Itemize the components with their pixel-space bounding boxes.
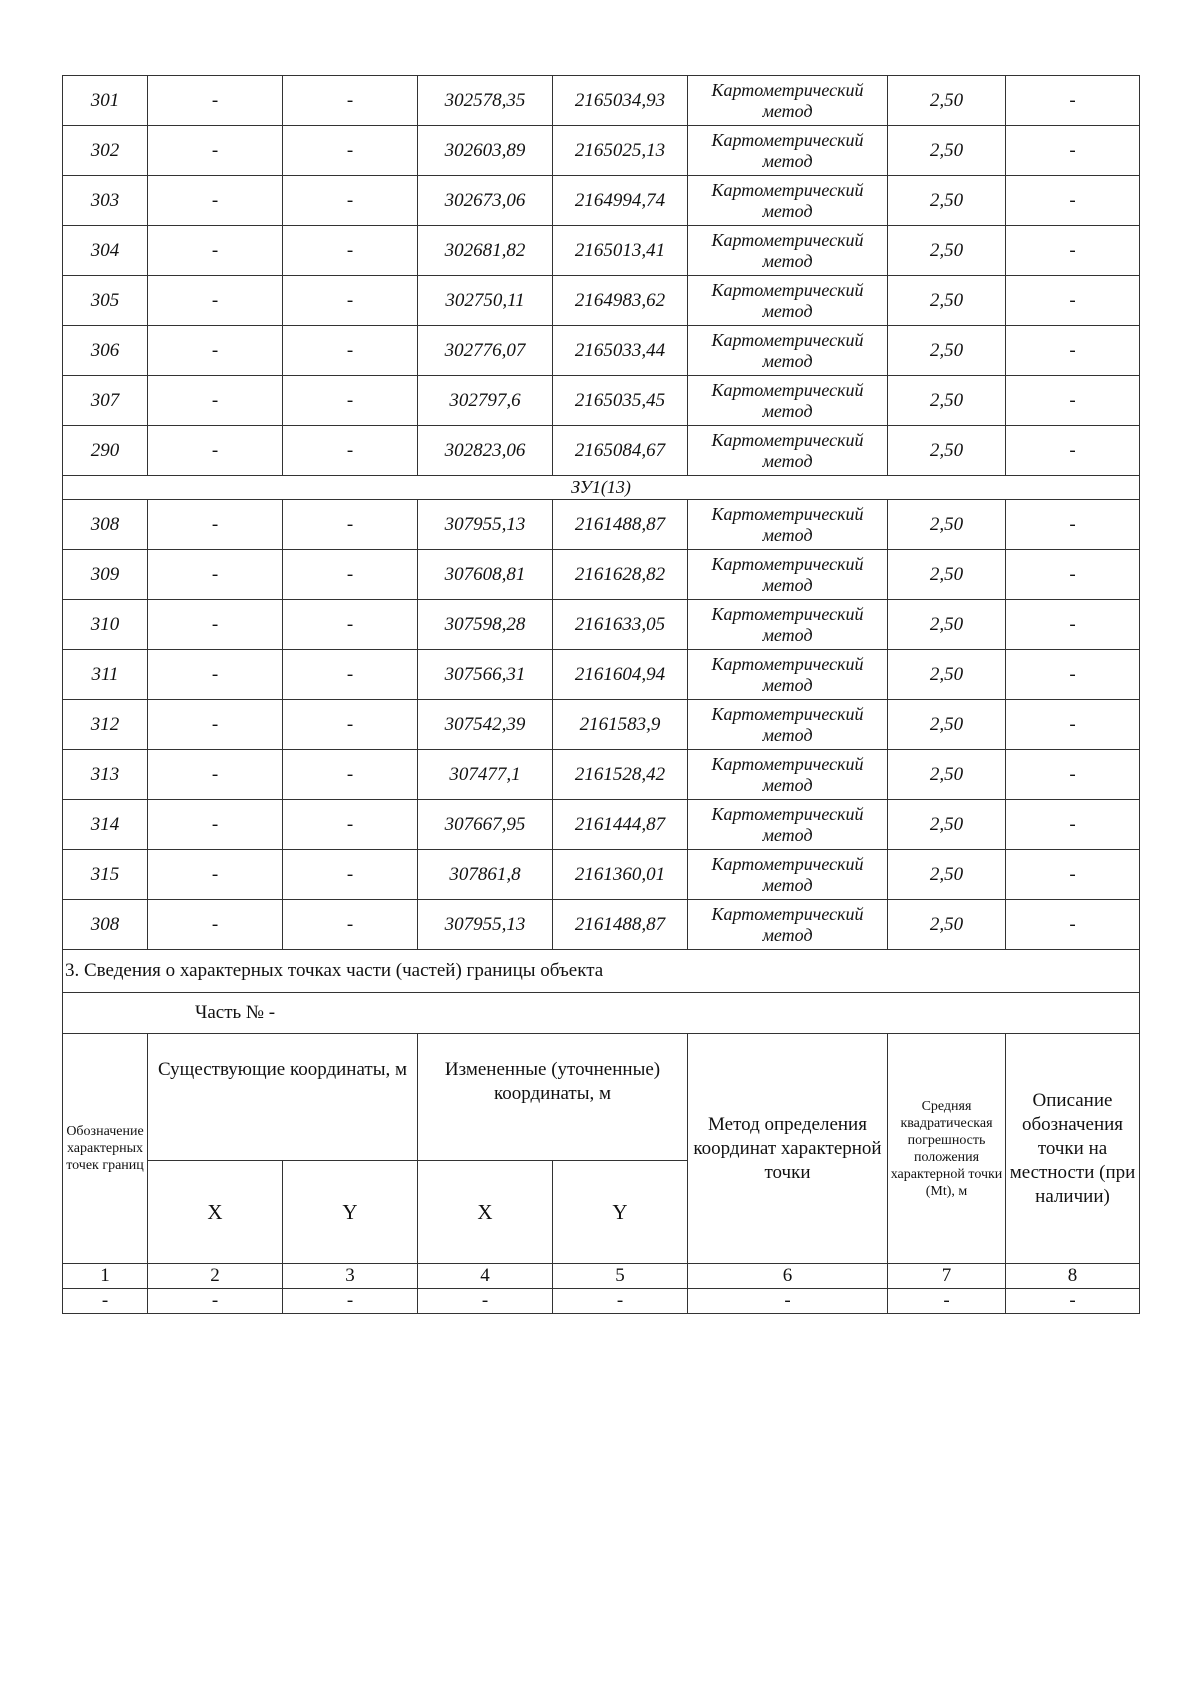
- section-row: [63, 476, 1140, 500]
- empty-data-row: [63, 1289, 1140, 1314]
- cell-existing-y: -: [283, 176, 418, 226]
- cell-existing-x: -: [148, 76, 283, 126]
- cell-error-mt: 2,50: [888, 426, 1006, 476]
- cell-existing-y: -: [283, 650, 418, 700]
- cell-method: Картометрический метод: [688, 126, 888, 176]
- cell-changed-y: 2161360,01: [553, 850, 688, 900]
- cell-changed-x: 307955,13: [418, 500, 553, 550]
- cell-method: Картометрический метод: [688, 600, 888, 650]
- cell-description: -: [1006, 376, 1140, 426]
- cell-existing-y: -: [283, 900, 418, 950]
- cell-method: Картометрический метод: [688, 76, 888, 126]
- cell-changed-x: 302681,82: [418, 226, 553, 276]
- cell-method: Картометрический метод: [688, 276, 888, 326]
- cell-description: -: [1006, 850, 1140, 900]
- table-row: [63, 226, 1140, 276]
- part-label: Часть № -: [195, 1002, 276, 1023]
- header-error: Средняя квадратическая погрешность положения характерной точки (Mt), м: [888, 1034, 1006, 1264]
- header-method: Метод определения координат характерной точки: [688, 1034, 888, 1264]
- cell-point-number: 311: [63, 650, 148, 700]
- cell-changed-y: 2161488,87: [553, 500, 688, 550]
- cell-changed-y: 2165034,93: [553, 76, 688, 126]
- header-designation: Обозначение характерных точек границ: [63, 1034, 148, 1264]
- cell-error-mt: 2,50: [888, 700, 1006, 750]
- cell-error-mt: 2,50: [888, 126, 1006, 176]
- column-number: 3: [283, 1264, 418, 1289]
- cell-error-mt: 2,50: [888, 326, 1006, 376]
- cell-point-number: 309: [63, 550, 148, 600]
- cell-method: Картометрический метод: [688, 650, 888, 700]
- cell-existing-y: -: [283, 600, 418, 650]
- column-number: 4: [418, 1264, 553, 1289]
- table-row: [63, 326, 1140, 376]
- cell-error-mt: 2,50: [888, 800, 1006, 850]
- cell-description: -: [1006, 600, 1140, 650]
- document-page: [62, 75, 1139, 1314]
- cell-existing-x: -: [148, 376, 283, 426]
- cell-point-number: 304: [63, 226, 148, 276]
- column-number: 1: [63, 1264, 148, 1289]
- cell-changed-y: 2161444,87: [553, 800, 688, 850]
- cell-description: -: [1006, 126, 1140, 176]
- cell-method: Картометрический метод: [688, 176, 888, 226]
- cell-existing-y: -: [283, 376, 418, 426]
- cell-point-number: 303: [63, 176, 148, 226]
- cell-point-number: 290: [63, 426, 148, 476]
- cell-point-number: 313: [63, 750, 148, 800]
- cell-changed-x: 307566,31: [418, 650, 553, 700]
- cell-point-number: 306: [63, 326, 148, 376]
- cell-method: Картометрический метод: [688, 376, 888, 426]
- cell-changed-y: 2165035,45: [553, 376, 688, 426]
- column-number: 6: [688, 1264, 888, 1289]
- cell-changed-y: 2161628,82: [553, 550, 688, 600]
- section3: [63, 950, 1140, 1314]
- empty-cell: -: [553, 1289, 688, 1314]
- header-y-changed: Y: [553, 1161, 688, 1264]
- cell-description: -: [1006, 500, 1140, 550]
- cell-method: Картометрический метод: [688, 426, 888, 476]
- cell-description: -: [1006, 176, 1140, 226]
- cell-method: Картометрический метод: [688, 800, 888, 850]
- cell-point-number: 302: [63, 126, 148, 176]
- empty-cell: -: [688, 1289, 888, 1314]
- cell-point-number: 310: [63, 600, 148, 650]
- cell-description: -: [1006, 700, 1140, 750]
- cell-changed-x: 302603,89: [418, 126, 553, 176]
- table-row: [63, 600, 1140, 650]
- cell-description: -: [1006, 650, 1140, 700]
- cell-existing-x: -: [148, 126, 283, 176]
- table-row: [63, 850, 1140, 900]
- cell-description: -: [1006, 226, 1140, 276]
- cell-existing-y: -: [283, 76, 418, 126]
- cell-method: Картометрический метод: [688, 700, 888, 750]
- empty-cell: -: [1006, 1289, 1140, 1314]
- header-description: Описание обозначения точки на местности (при наличии): [1006, 1034, 1140, 1264]
- section-row-group: [63, 476, 1140, 500]
- cell-changed-y: 2161633,05: [553, 600, 688, 650]
- boundary-points-table: [62, 75, 1140, 1314]
- cell-existing-y: -: [283, 700, 418, 750]
- cell-existing-x: -: [148, 426, 283, 476]
- cell-changed-y: 2161604,94: [553, 650, 688, 700]
- header-changed: Измененные (уточненные) координаты, м: [418, 1034, 688, 1161]
- section3-title: 3. Сведения о характерных точках части (частей) границы объекта: [63, 950, 1140, 993]
- cell-method: Картометрический метод: [688, 226, 888, 276]
- cell-point-number: 315: [63, 850, 148, 900]
- table-row: [63, 750, 1140, 800]
- cell-existing-x: -: [148, 326, 283, 376]
- cell-changed-y: 2165033,44: [553, 326, 688, 376]
- cell-existing-x: -: [148, 550, 283, 600]
- cell-changed-x: 307542,39: [418, 700, 553, 750]
- cell-point-number: 307: [63, 376, 148, 426]
- cell-existing-y: -: [283, 800, 418, 850]
- cell-existing-y: -: [283, 750, 418, 800]
- cell-error-mt: 2,50: [888, 600, 1006, 650]
- cell-point-number: 305: [63, 276, 148, 326]
- cell-description: -: [1006, 550, 1140, 600]
- cell-existing-x: -: [148, 900, 283, 950]
- cell-point-number: 312: [63, 700, 148, 750]
- cell-description: -: [1006, 326, 1140, 376]
- cell-changed-y: 2161488,87: [553, 900, 688, 950]
- table-row: [63, 276, 1140, 326]
- cell-error-mt: 2,50: [888, 850, 1006, 900]
- header-row-1: [63, 1034, 1140, 1161]
- cell-existing-y: -: [283, 226, 418, 276]
- cell-description: -: [1006, 76, 1140, 126]
- cell-changed-y: 2161528,42: [553, 750, 688, 800]
- points-group-b: [63, 500, 1140, 950]
- cell-changed-x: 302578,35: [418, 76, 553, 126]
- table-row: [63, 800, 1140, 850]
- cell-changed-x: 307608,81: [418, 550, 553, 600]
- cell-description: -: [1006, 800, 1140, 850]
- cell-existing-x: -: [148, 800, 283, 850]
- cell-existing-x: -: [148, 500, 283, 550]
- cell-point-number: 308: [63, 900, 148, 950]
- table-row: [63, 76, 1140, 126]
- table-row: [63, 900, 1140, 950]
- cell-existing-x: -: [148, 176, 283, 226]
- column-number: 7: [888, 1264, 1006, 1289]
- cell-error-mt: 2,50: [888, 750, 1006, 800]
- cell-description: -: [1006, 426, 1140, 476]
- cell-point-number: 301: [63, 76, 148, 126]
- table-row: [63, 550, 1140, 600]
- empty-cell: -: [888, 1289, 1006, 1314]
- cell-point-number: 308: [63, 500, 148, 550]
- cell-error-mt: 2,50: [888, 376, 1006, 426]
- cell-existing-x: -: [148, 650, 283, 700]
- cell-existing-x: -: [148, 750, 283, 800]
- cell-description: -: [1006, 276, 1140, 326]
- table-row: [63, 126, 1140, 176]
- cell-existing-y: -: [283, 326, 418, 376]
- cell-method: Картометрический метод: [688, 326, 888, 376]
- cell-error-mt: 2,50: [888, 650, 1006, 700]
- cell-method: Картометрический метод: [688, 550, 888, 600]
- table-row: [63, 176, 1140, 226]
- cell-existing-y: -: [283, 126, 418, 176]
- cell-error-mt: 2,50: [888, 500, 1006, 550]
- header-existing: Существующие координаты, м: [148, 1034, 418, 1161]
- table-row: [63, 426, 1140, 476]
- empty-cell: -: [148, 1289, 283, 1314]
- cell-existing-y: -: [283, 550, 418, 600]
- section3-title-row: [63, 950, 1140, 993]
- cell-existing-x: -: [148, 850, 283, 900]
- cell-existing-x: -: [148, 700, 283, 750]
- table-row: [63, 500, 1140, 550]
- cell-existing-x: -: [148, 600, 283, 650]
- empty-cell: -: [63, 1289, 148, 1314]
- table-row: [63, 650, 1140, 700]
- part-row: [63, 993, 1140, 1034]
- cell-description: -: [1006, 750, 1140, 800]
- cell-error-mt: 2,50: [888, 226, 1006, 276]
- cell-changed-y: 2165084,67: [553, 426, 688, 476]
- cell-changed-x: 307861,8: [418, 850, 553, 900]
- empty-cell: -: [283, 1289, 418, 1314]
- column-number: 2: [148, 1264, 283, 1289]
- cell-existing-y: -: [283, 850, 418, 900]
- table-row: [63, 376, 1140, 426]
- cell-changed-x: 307955,13: [418, 900, 553, 950]
- cell-method: Картометрический метод: [688, 900, 888, 950]
- header-x-changed: X: [418, 1161, 553, 1264]
- cell-existing-x: -: [148, 226, 283, 276]
- cell-method: Картометрический метод: [688, 750, 888, 800]
- cell-changed-x: 307598,28: [418, 600, 553, 650]
- cell-changed-x: 302797,6: [418, 376, 553, 426]
- cell-changed-x: 302823,06: [418, 426, 553, 476]
- cell-changed-y: 2165013,41: [553, 226, 688, 276]
- cell-changed-x: 302776,07: [418, 326, 553, 376]
- cell-error-mt: 2,50: [888, 76, 1006, 126]
- column-number: 5: [553, 1264, 688, 1289]
- cell-method: Картометрический метод: [688, 500, 888, 550]
- cell-changed-x: 302673,06: [418, 176, 553, 226]
- cell-error-mt: 2,50: [888, 276, 1006, 326]
- cell-changed-y: 2164994,74: [553, 176, 688, 226]
- cell-existing-x: -: [148, 276, 283, 326]
- cell-existing-y: -: [283, 276, 418, 326]
- cell-changed-y: 2164983,62: [553, 276, 688, 326]
- cell-error-mt: 2,50: [888, 176, 1006, 226]
- cell-changed-y: 2161583,9: [553, 700, 688, 750]
- empty-cell: -: [418, 1289, 553, 1314]
- cell-description: -: [1006, 900, 1140, 950]
- cell-error-mt: 2,50: [888, 900, 1006, 950]
- points-group-a: [63, 76, 1140, 476]
- cell-changed-x: 307667,95: [418, 800, 553, 850]
- section-label: ЗУ1(13): [63, 476, 1140, 500]
- cell-error-mt: 2,50: [888, 550, 1006, 600]
- table-row: [63, 700, 1140, 750]
- header-x-existing: X: [148, 1161, 283, 1264]
- cell-point-number: 314: [63, 800, 148, 850]
- cell-method: Картометрический метод: [688, 850, 888, 900]
- cell-changed-x: 302750,11: [418, 276, 553, 326]
- cell-existing-y: -: [283, 426, 418, 476]
- cell-changed-y: 2165025,13: [553, 126, 688, 176]
- header-y-existing: Y: [283, 1161, 418, 1264]
- cell-changed-x: 307477,1: [418, 750, 553, 800]
- column-number: 8: [1006, 1264, 1140, 1289]
- column-numbers-row: [63, 1264, 1140, 1289]
- cell-existing-y: -: [283, 500, 418, 550]
